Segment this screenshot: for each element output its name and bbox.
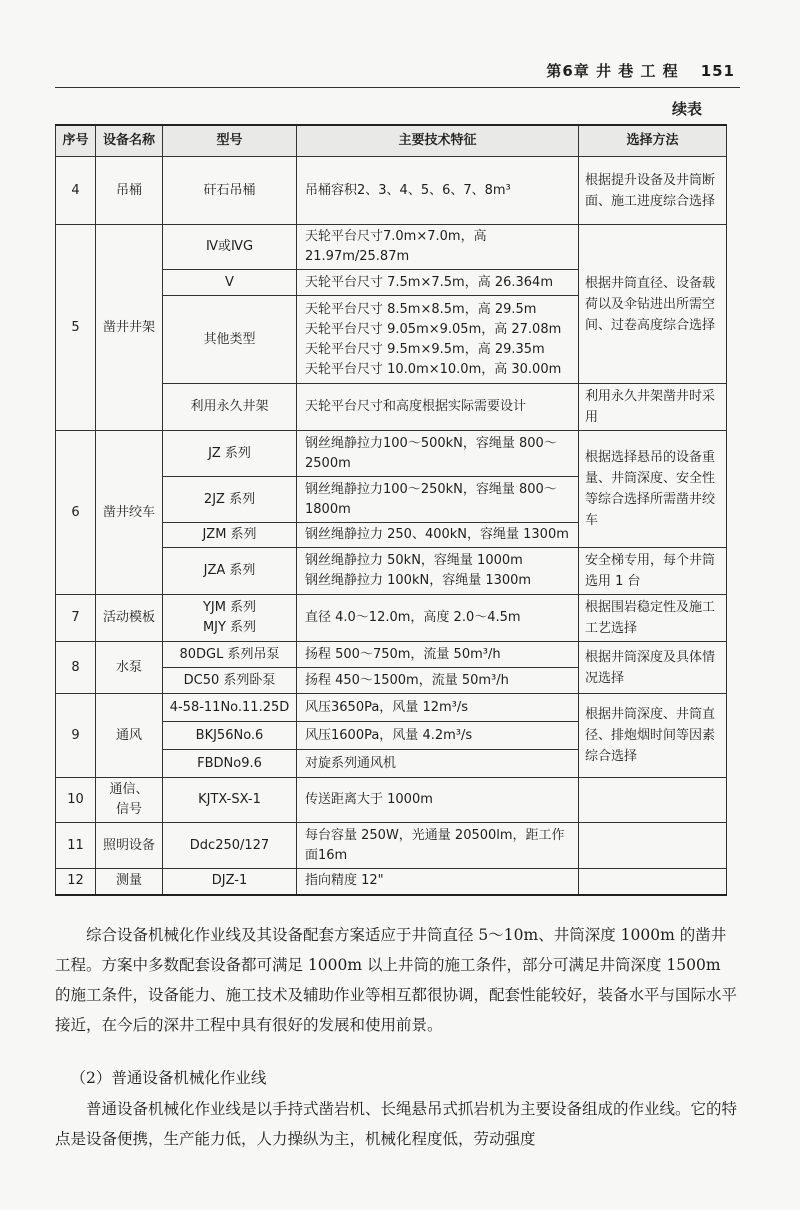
row-method: 根据井筒直径、设备载荷以及伞钻进出所需空间、过卷高度综合选择 bbox=[579, 225, 727, 384]
row-model: Ⅳ或ⅣG bbox=[163, 225, 297, 270]
row-method: 根据提升设备及井筒断面、施工进度综合选择 bbox=[579, 157, 727, 225]
row-model: DC50 系列卧泵 bbox=[163, 668, 297, 694]
row-feature: 天轮平台尺寸 7.5m×7.5m，高 26.364m bbox=[297, 270, 579, 296]
feature-line: 钢丝绳静拉力 100kN，容绳量 1300m bbox=[305, 573, 532, 588]
body-paragraph: 综合设备机械化作业线及其设备配套方案适应于井筒直径 5～10m、井筒深度 1000m 的凿井工程。方案中多数配套设备都可满足 1000m 以上井筒的施工条件，部分可满足井筒深度 1500m 的施工条件，设备能力、施工技术及辅助作业等相互都很协调，配套性能较好，装备水平与国际水平接近，在今后的深井工程中具有很好的发展和使用前景。 bbox=[55, 926, 738, 1034]
page-number: 151 bbox=[700, 62, 735, 80]
row-no: 11 bbox=[56, 823, 96, 869]
row-model bbox=[163, 595, 297, 642]
row-no: 4 bbox=[56, 157, 96, 225]
table-row bbox=[56, 642, 727, 668]
row-feature: 风压1600Pa，风量 4.2m³/s bbox=[297, 722, 579, 750]
row-method: 根据井筒深度及具体情况选择 bbox=[579, 642, 727, 694]
row-feature: 直径 4.0～12.0m，高度 2.0～4.5m bbox=[297, 595, 579, 642]
row-feature: 风压3650Pa，风量 12m³/s bbox=[297, 694, 579, 722]
row-model: FBDNo9.6 bbox=[163, 750, 297, 778]
row-no: 9 bbox=[56, 694, 96, 778]
row-feature: 天轮平台尺寸和高度根据实际需要设计 bbox=[297, 384, 579, 431]
row-model: 2JZ 系列 bbox=[163, 477, 297, 523]
row-name: 测量 bbox=[96, 869, 163, 895]
section-heading: （2）普通设备机械化作业线 bbox=[70, 1069, 267, 1087]
row-feature: 指向精度 12" bbox=[297, 869, 579, 895]
feature-line: 天轮平台尺寸 10.0m×10.0m，高 30.00m bbox=[305, 361, 562, 377]
row-name: 水泵 bbox=[96, 642, 163, 694]
row-feature: 天轮平台尺寸7.0m×7.0m，高21.97m/25.87m bbox=[297, 225, 579, 270]
row-model: 矸石吊桶 bbox=[163, 157, 297, 225]
table-row bbox=[56, 595, 727, 642]
model-line: MJY 系列 bbox=[202, 620, 257, 635]
row-feature: 钢丝绳静拉力100～250kN，容绳量 800～1800m bbox=[297, 477, 579, 523]
row-method: 根据井筒深度、井筒直径、排炮烟时间等因素综合选择 bbox=[579, 694, 727, 778]
row-feature: 每台容量 250W，光通量 20500lm，距工作面16m bbox=[297, 823, 579, 869]
table-header-row bbox=[56, 125, 727, 157]
table-row bbox=[56, 694, 727, 722]
row-model: BKJ56No.6 bbox=[163, 722, 297, 750]
body-paragraph: 普通设备机械化作业线是以手持式凿岩机、长绳悬吊式抓岩机为主要设备组成的作业线。它的特点是设备便携，生产能力低，人力操纵为主，机械化程度低，劳动强度 bbox=[55, 1100, 738, 1148]
row-no: 12 bbox=[56, 869, 96, 895]
row-no: 6 bbox=[56, 431, 96, 595]
header-model: 型号 bbox=[163, 125, 297, 157]
header-rule bbox=[55, 87, 740, 88]
continued-label: 续表 bbox=[671, 100, 702, 118]
header-no: 序号 bbox=[56, 125, 96, 157]
row-name: 活动模板 bbox=[96, 595, 163, 642]
equipment-table bbox=[55, 124, 727, 896]
row-no: 8 bbox=[56, 642, 96, 694]
table-row bbox=[56, 431, 727, 477]
row-name: 凿井井架 bbox=[96, 225, 163, 431]
row-method: 安全梯专用，每个井筒选用 1 台 bbox=[579, 548, 727, 595]
row-model: 4-58-11No.11.25D bbox=[163, 694, 297, 722]
row-name: 吊桶 bbox=[96, 157, 163, 225]
chapter-title: 第6章 井 巷 工 程 bbox=[546, 62, 679, 80]
header-name: 设备名称 bbox=[96, 125, 163, 157]
row-method: 根据选择悬吊的设备重量、井筒深度、安全性等综合选择所需凿井绞车 bbox=[579, 431, 727, 548]
table-row bbox=[56, 225, 727, 270]
row-feature: 扬程 500～750m，流量 50m³/h bbox=[297, 642, 579, 668]
table-row bbox=[56, 823, 727, 869]
row-model: JZA 系列 bbox=[163, 548, 297, 595]
row-feature: 传送距离大于 1000m bbox=[297, 778, 579, 823]
name-line: 通信、 bbox=[109, 782, 149, 797]
row-model: JZ 系列 bbox=[163, 431, 297, 477]
row-method-empty bbox=[579, 778, 727, 823]
row-feature: 对旋系列通风机 bbox=[297, 750, 579, 778]
model-line: YJM 系列 bbox=[202, 600, 257, 615]
row-model: Ddc250/127 bbox=[163, 823, 297, 869]
row-name: 凿井绞车 bbox=[96, 431, 163, 595]
row-model: KJTX-SX-1 bbox=[163, 778, 297, 823]
row-model: 其他类型 bbox=[163, 296, 297, 384]
table-row bbox=[56, 778, 727, 823]
running-head bbox=[546, 60, 735, 81]
table-row bbox=[56, 157, 727, 225]
row-no: 10 bbox=[56, 778, 96, 823]
row-no: 7 bbox=[56, 595, 96, 642]
row-feature bbox=[297, 296, 579, 384]
row-feature: 钢丝绳静拉力100～500kN，容绳量 800～2500m bbox=[297, 431, 579, 477]
row-model: 80DGL 系列吊泵 bbox=[163, 642, 297, 668]
row-feature: 钢丝绳静拉力 250、400kN，容绳量 1300m bbox=[297, 523, 579, 548]
row-name: 照明设备 bbox=[96, 823, 163, 869]
row-no: 5 bbox=[56, 225, 96, 431]
row-name bbox=[96, 778, 163, 823]
row-method: 利用永久井架凿井时采用 bbox=[579, 384, 727, 431]
feature-line: 天轮平台尺寸 9.05m×9.05m，高 27.08m bbox=[305, 321, 562, 337]
table-row bbox=[56, 869, 727, 895]
page-header bbox=[55, 60, 735, 82]
header-method: 选择方法 bbox=[579, 125, 727, 157]
feature-line: 天轮平台尺寸 8.5m×8.5m，高 29.5m bbox=[305, 301, 537, 317]
row-method: 根据围岩稳定性及施工工艺选择 bbox=[579, 595, 727, 642]
row-name: 通风 bbox=[96, 694, 163, 778]
header-feature: 主要技术特征 bbox=[297, 125, 579, 157]
feature-line: 天轮平台尺寸 9.5m×9.5m，高 29.35m bbox=[305, 341, 545, 357]
row-model: 利用永久井架 bbox=[163, 384, 297, 431]
row-feature: 吊桶容积2、3、4、5、6、7、8m³ bbox=[297, 157, 579, 225]
feature-line: 钢丝绳静拉力 50kN，容绳量 1000m bbox=[305, 553, 523, 568]
row-model: JZM 系列 bbox=[163, 523, 297, 548]
row-model: DJZ-1 bbox=[163, 869, 297, 895]
name-line: 信号 bbox=[115, 802, 142, 817]
row-feature: 扬程 450～1500m，流量 50m³/h bbox=[297, 668, 579, 694]
row-feature bbox=[297, 548, 579, 595]
row-method-empty bbox=[579, 823, 727, 869]
row-model: Ⅴ bbox=[163, 270, 297, 296]
row-method-empty bbox=[579, 869, 727, 895]
